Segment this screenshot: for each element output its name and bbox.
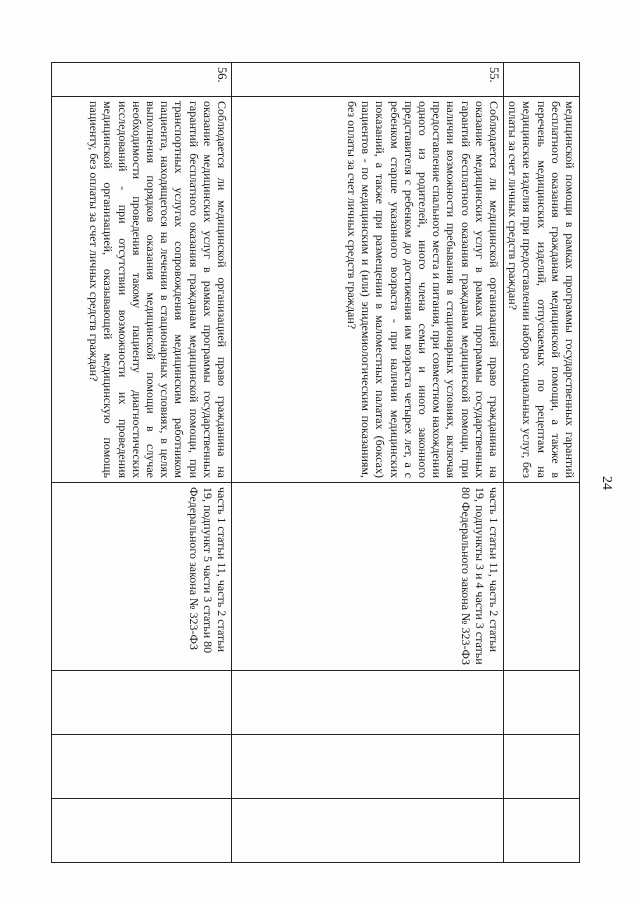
rotated-table-container xyxy=(87,62,580,862)
row-number: 55. xyxy=(231,63,503,97)
question-text: Соблюдается ли медицинской организацией право гражданина на оказание медицинских услуг в рамках программы государственных гарантий бесплатного оказания гражданам медицинской помощи, при транспортных услугах сопровождения медицинским работником пациента, находящегося на лечении в стационарных условиях, в целях выполнения порядков оказания медицинской помощи в случае необходимости проведения такому пациенту диагностических исследований - при отсутствии возможности их проведения медицинской организацией, оказывающей медицинскую помощь пациенту, без оплаты за счет личных средств граждан? xyxy=(51,97,231,483)
legal-reference xyxy=(503,483,579,671)
answer-cell-2 xyxy=(231,735,503,799)
row-number: 56. xyxy=(51,63,231,97)
table-row xyxy=(231,63,503,863)
answer-cell-2 xyxy=(503,735,579,799)
row-number xyxy=(503,63,579,97)
answer-cell-1 xyxy=(231,671,503,735)
question-text: Соблюдается ли медицинской организацией право гражданина на оказание медицинских услуг в рамках программы государственных гарантий бесплатного оказания гражданам медицинской помощи, при наличии возможности пребывания в стационарных условиях, включая предоставление спального места и питания, при совместном нахождении одного из родителей, иного члена семьи и иного законного представителя с ребенком до достижения им возраста четырех лет, а с ребенком старше указанного возраста - при наличии медицинских показаний, а также при размещении в маломестных палатах (боксах) пациентов - по медицинским и (или) эпидемиологическим показаниям, без оплаты за счет личных средств граждан? xyxy=(231,97,503,483)
answer-cell-3 xyxy=(231,799,503,863)
legal-reference: часть 1 статьи 11, часть 2 статьи 19, подпункты 3 и 4 части 3 статьи 80 Федерального закона № 323-ФЗ xyxy=(231,483,503,671)
table-row xyxy=(51,63,231,863)
answer-cell-1 xyxy=(51,671,231,735)
page-number: 24 xyxy=(599,476,614,490)
question-text: медицинской помощи в рамках программы государственных гарантий бесплатного оказания гражданам медицинской помощи, а также в перечень медицинских изделий, отпускаемых по рецептам на медицинские изделия при предоставлении набора социальных услуг, без оплаты за счет личных средств граждан? xyxy=(503,97,579,483)
answer-cell-3 xyxy=(503,799,579,863)
answer-cell-1 xyxy=(503,671,579,735)
table-row xyxy=(503,63,579,863)
answer-cell-3 xyxy=(51,799,231,863)
checklist-table xyxy=(51,62,580,863)
legal-reference: часть 1 статьи 11, часть 2 статьи 19, подпункт 5 части 3 статьи 80 Федерального закона № 323-ФЗ xyxy=(51,483,231,671)
answer-cell-2 xyxy=(51,735,231,799)
